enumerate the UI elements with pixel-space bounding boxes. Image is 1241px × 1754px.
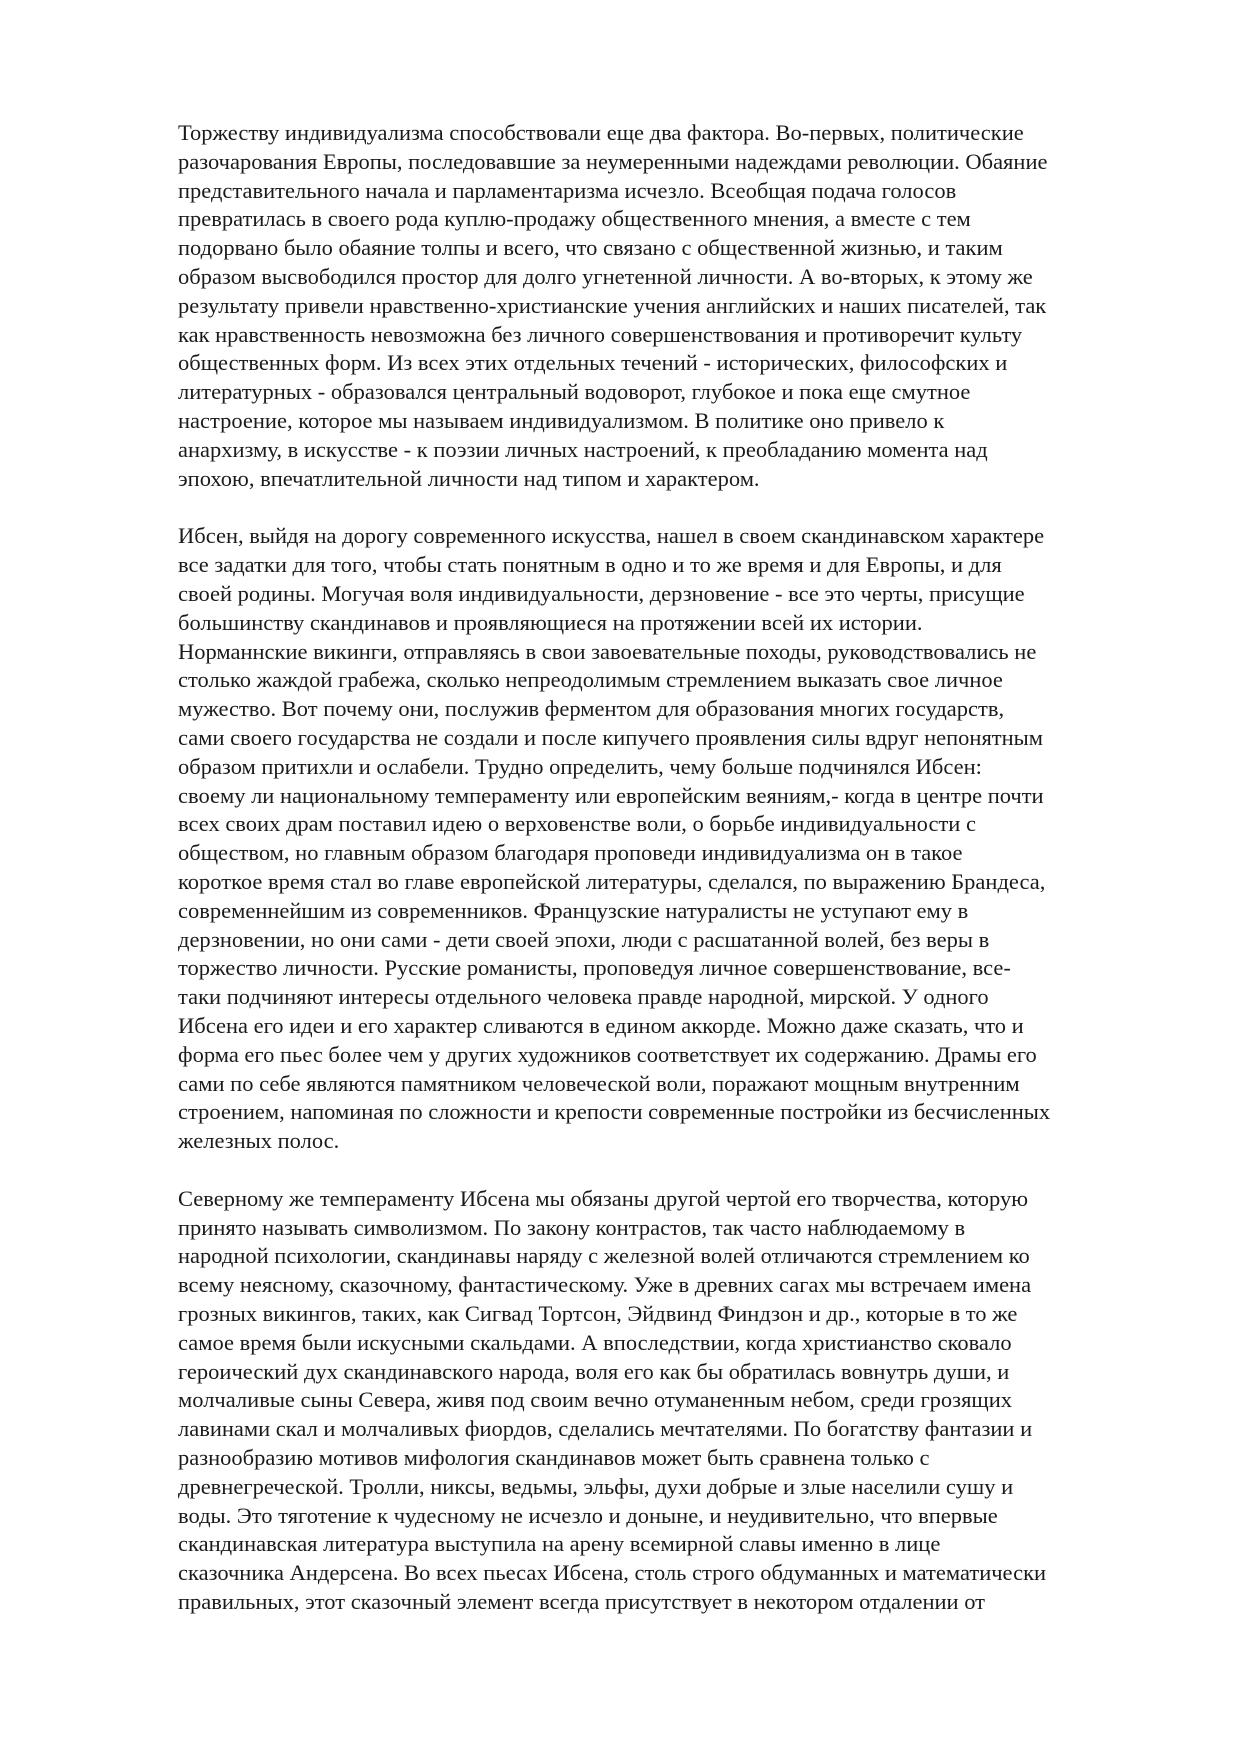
text-line: разнообразию мотивов мифология скандинавов может быть сравнена только с [178,1445,930,1471]
text-line: всех своих драм поставил идею о верховенстве воли, о борьбе индивидуальности с [178,811,976,837]
text-line: литературных - образовался центральный водоворот, глубокое и пока еще смутное [178,379,971,405]
text-line: анархизму, в искусстве - к поэзии личных настроений, к преобладанию момента над [178,436,988,462]
text-line: воды. Это тяготение к чудесному не исчезло и доныне, и неудивительно, что впервые [178,1502,998,1528]
text-line: сами по себе являются памятником человеческой воли, поражают мощным внутренним [178,1070,1020,1096]
text-line: Торжеству индивидуализма способствовали еще два фактора. Во-первых, политические [178,120,1024,145]
text-line: образом притихли и ослабели. Трудно определить, чему больше подчинялся Ибсен: [178,753,982,779]
text-line: разочарования Европы, последовавшие за неумеренными надеждами революции. Обаяние [178,148,1048,174]
text-line: короткое время стал во главе европейской литературы, сделался, по выражению Брандеса, [178,868,1046,894]
text-line: мужество. Вот почему они, послужив ферментом для образования многих государств, [178,696,1005,722]
text-line: Ибсена его идеи и его характер сливаются в едином аккорде. Можно даже сказать, что и [178,1012,1024,1038]
text-line: превратилась в своего рода куплю-продажу общественного мнения, а вместе с тем [178,206,971,232]
text-line: Норманнские викинги, отправляясь в свои завоевательные походы, руководствовались не [178,638,1037,664]
text-line: молчаливые сыны Севера, живя под своим вечно отуманенным небом, среди грозящих [178,1387,1013,1413]
text-line: лавинами скал и молчаливых фиордов, сделались мечтателями. По богатству фантазии и [178,1416,1033,1442]
document-body [178,119,1188,1646]
text-line: героический дух скандинавского народа, воля его как бы обратилась вовнутрь души, и [178,1358,1010,1384]
text-line: дерзновении, но они сами - дети своей эпохи, люди с расшатанной волей, без веры в [178,926,990,952]
text-line: принято называть символизмом. По закону контрастов, так часто наблюдаемому в [178,1214,966,1240]
text-line: современнейшим из современников. Французские натуралисты не уступают ему в [178,897,969,923]
text-line: Северному же темпераменту Ибсена мы обязаны другой чертой его творчества, которую [178,1185,1029,1211]
text-line: все задатки для того, чтобы стать понятным в одно и то же время и для Европы, и для [178,552,1002,578]
text-line: сами своего государства не создали и после кипучего проявления силы вдруг непонятным [178,724,1044,750]
text-line: как нравственность невозможна без личного совершенствования и противоречит культу [178,321,1023,347]
text-line: подорвано было обаяние толпы и всего, что связано с общественной жизнью, и таким [178,235,1003,261]
text-line: всему неясному, сказочному, фантастическому. Уже в древних сагах мы встречаем имена [178,1272,1032,1298]
text-line: древнегреческой. Тролли, никсы, ведьмы, эльфы, духи добрые и злые населили сушу и [178,1473,1014,1499]
text-line: таки подчиняют интересы отдельного человека правде народной, мирской. У одного [178,984,989,1010]
text-line: большинству скандинавов и проявляющиеся на протяжении всей их истории. [178,609,923,635]
text-line: строением, напоминая по сложности и крепости современные постройки из бесчисленных [178,1099,1051,1125]
paragraph [178,1185,1188,1617]
text-line: обществом, но главным образом благодаря проповеди индивидуализма он в такое [178,840,963,866]
text-line: настроение, которое мы называем индивидуализмом. В политике оно привело к [178,407,945,433]
text-line: эпохою, впечатлительной личности над типом и характером. [178,465,760,491]
text-line: своей родины. Могучая воля индивидуальности, дерзновение - все это черты, присущие [178,580,1025,606]
paragraph [178,119,1188,493]
text-line: общественных форм. Из всех этих отдельных течений - исторических, философских и [178,350,1008,376]
text-line: железных полос. [178,1128,340,1154]
text-line: самое время были искусными скальдами. А впоследствии, когда христианство сковало [178,1329,1012,1355]
text-line: торжество личности. Русские романисты, проповедуя личное совершенствование, все- [178,955,1011,981]
text-line: столько жаждой грабежа, сколько непреодолимым стремлением выказать свое личное [178,667,1003,693]
text-line: скандинавская литература выступила на арену всемирной славы именно в лице [178,1531,941,1557]
text-line: грозных викингов, таких, как Сигвад Тортсон, Эйдвинд Финдзон и др., которые в то же [178,1301,1018,1327]
text-line: правильных, этот сказочный элемент всегда присутствует в некотором отдалении от [178,1589,985,1615]
text-line: форма его пьес более чем у других художников соответствует их содержанию. Драмы его [178,1041,1037,1067]
text-line: образом высвободился простор для долго угнетенной личности. А во-вторых, к этому же [178,263,1033,289]
text-line: своему ли национальному темпераменту или европейским веяниям,- когда в центре почти [178,782,1044,808]
text-line: народной психологии, скандинавы наряду с железной волей отличаются стремлением ко [178,1243,1030,1269]
paragraph [178,522,1188,1156]
text-line: представительного начала и парламентаризма исчезло. Всеобщая подача голосов [178,177,957,203]
text-line: Ибсен, выйдя на дорогу современного искусства, нашел в своем скандинавском характере [178,523,1045,549]
text-line: сказочника Андерсена. Во всех пьесах Ибсена, столь строго обдуманных и математически [178,1560,1047,1586]
text-line: результату привели нравственно-христианские учения английских и наших писателей, так [178,292,1047,318]
